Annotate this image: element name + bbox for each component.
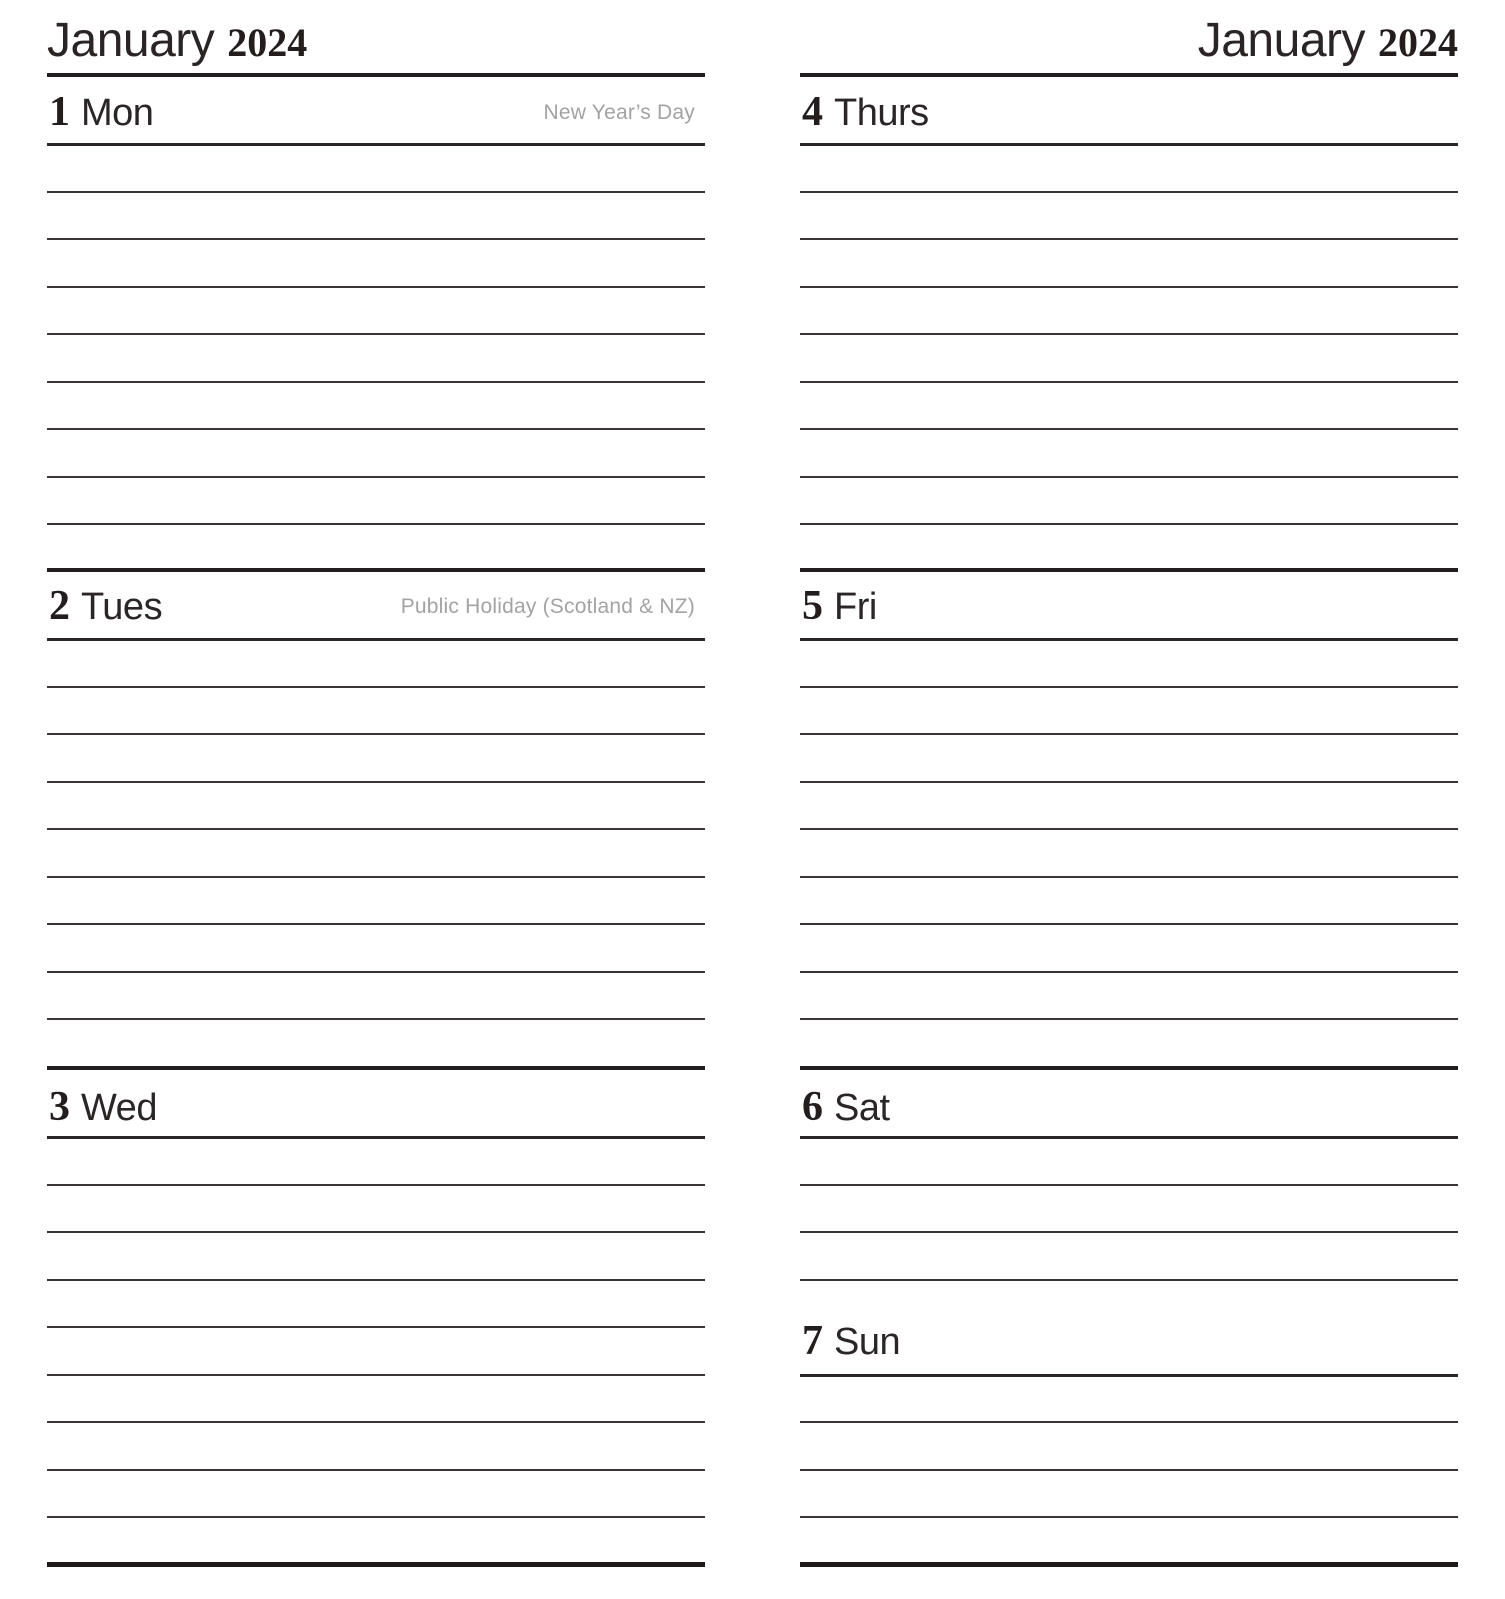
ruled-line (800, 523, 1458, 525)
day-entry-6-header (802, 1086, 1458, 1128)
ruled-line (800, 876, 1458, 878)
ruled-line (47, 286, 705, 288)
ruled-line (47, 1374, 705, 1376)
day-number: 2 (49, 583, 70, 629)
ruled-line (47, 876, 705, 878)
ruled-line (800, 1279, 1458, 1281)
ruled-line (47, 1516, 705, 1518)
ruled-line (47, 238, 705, 240)
ruled-line (800, 1231, 1458, 1233)
day-header-underline (800, 1136, 1458, 1139)
ruled-line (47, 1326, 705, 1328)
day-divider-rule (800, 1066, 1458, 1070)
day-entry-5-header (802, 585, 1458, 627)
ruled-line (47, 1279, 705, 1281)
day-divider-rule (47, 1066, 705, 1070)
ruled-line (800, 1469, 1458, 1471)
ruled-line (47, 381, 705, 383)
day-entry-4-header (802, 91, 1458, 133)
ruled-line (800, 428, 1458, 430)
day-header-underline (800, 1374, 1458, 1377)
ruled-line (800, 971, 1458, 973)
page-title (47, 14, 705, 67)
day-divider-rule (47, 568, 705, 572)
ruled-line (47, 476, 705, 478)
page-bottom-rule (800, 1562, 1458, 1567)
ruled-line (800, 923, 1458, 925)
ruled-line (47, 733, 705, 735)
day-number: 5 (802, 583, 823, 629)
day-number: 4 (802, 89, 823, 135)
ruled-line (47, 828, 705, 830)
ruled-line (800, 381, 1458, 383)
day-name-label: Sun (834, 1321, 901, 1363)
ruled-line (800, 476, 1458, 478)
right-page (800, 0, 1458, 1599)
day-divider-rule (800, 568, 1458, 572)
left-page (47, 0, 705, 1599)
ruled-line (800, 1018, 1458, 1020)
day-number: 6 (802, 1084, 823, 1130)
ruled-line (47, 428, 705, 430)
ruled-line (800, 781, 1458, 783)
ruled-line (47, 191, 705, 193)
day-name-label: Thurs (834, 92, 929, 134)
day-header-underline (47, 638, 705, 641)
ruled-line (800, 333, 1458, 335)
day-number: 7 (802, 1318, 823, 1364)
ruled-line (800, 686, 1458, 688)
ruled-line (47, 686, 705, 688)
year-label: 2024 (227, 20, 308, 65)
ruled-line (47, 1018, 705, 1020)
ruled-line (800, 733, 1458, 735)
page-header-rule (47, 73, 705, 77)
ruled-line (800, 238, 1458, 240)
ruled-line (47, 1421, 705, 1423)
ruled-line (47, 333, 705, 335)
page-header-rule (800, 73, 1458, 77)
day-name-label: Sat (834, 1087, 890, 1129)
ruled-line (800, 1184, 1458, 1186)
ruled-line (800, 1421, 1458, 1423)
year-label: 2024 (1378, 20, 1458, 65)
ruled-line (47, 1469, 705, 1471)
day-entry-1-header (49, 91, 705, 133)
ruled-line (800, 1516, 1458, 1518)
day-entry-3-header (49, 1086, 705, 1128)
ruled-line (47, 923, 705, 925)
day-name-label: Tues (81, 586, 163, 628)
page-bottom-rule (47, 1562, 705, 1567)
day-name-label: Mon (81, 92, 154, 134)
holiday-label: Public Holiday (Scotland & NZ) (400, 595, 695, 618)
day-name-label: Wed (81, 1087, 157, 1129)
month-label: January (47, 14, 215, 67)
page-title (800, 14, 1458, 67)
month-label: January (1197, 14, 1365, 67)
day-entry-2-header (49, 585, 705, 627)
holiday-label: New Year’s Day (543, 101, 695, 124)
day-header-underline (800, 638, 1458, 641)
ruled-line (47, 1184, 705, 1186)
ruled-line (47, 523, 705, 525)
day-number: 3 (49, 1084, 70, 1130)
ruled-line (47, 971, 705, 973)
ruled-line (800, 286, 1458, 288)
day-entry-7-header (802, 1320, 1458, 1362)
day-number: 1 (49, 89, 70, 135)
ruled-line (800, 191, 1458, 193)
ruled-line (800, 828, 1458, 830)
ruled-line (47, 781, 705, 783)
day-header-underline (47, 1136, 705, 1139)
day-header-underline (47, 143, 705, 146)
day-name-label: Fri (834, 586, 877, 628)
day-header-underline (800, 143, 1458, 146)
ruled-line (47, 1231, 705, 1233)
